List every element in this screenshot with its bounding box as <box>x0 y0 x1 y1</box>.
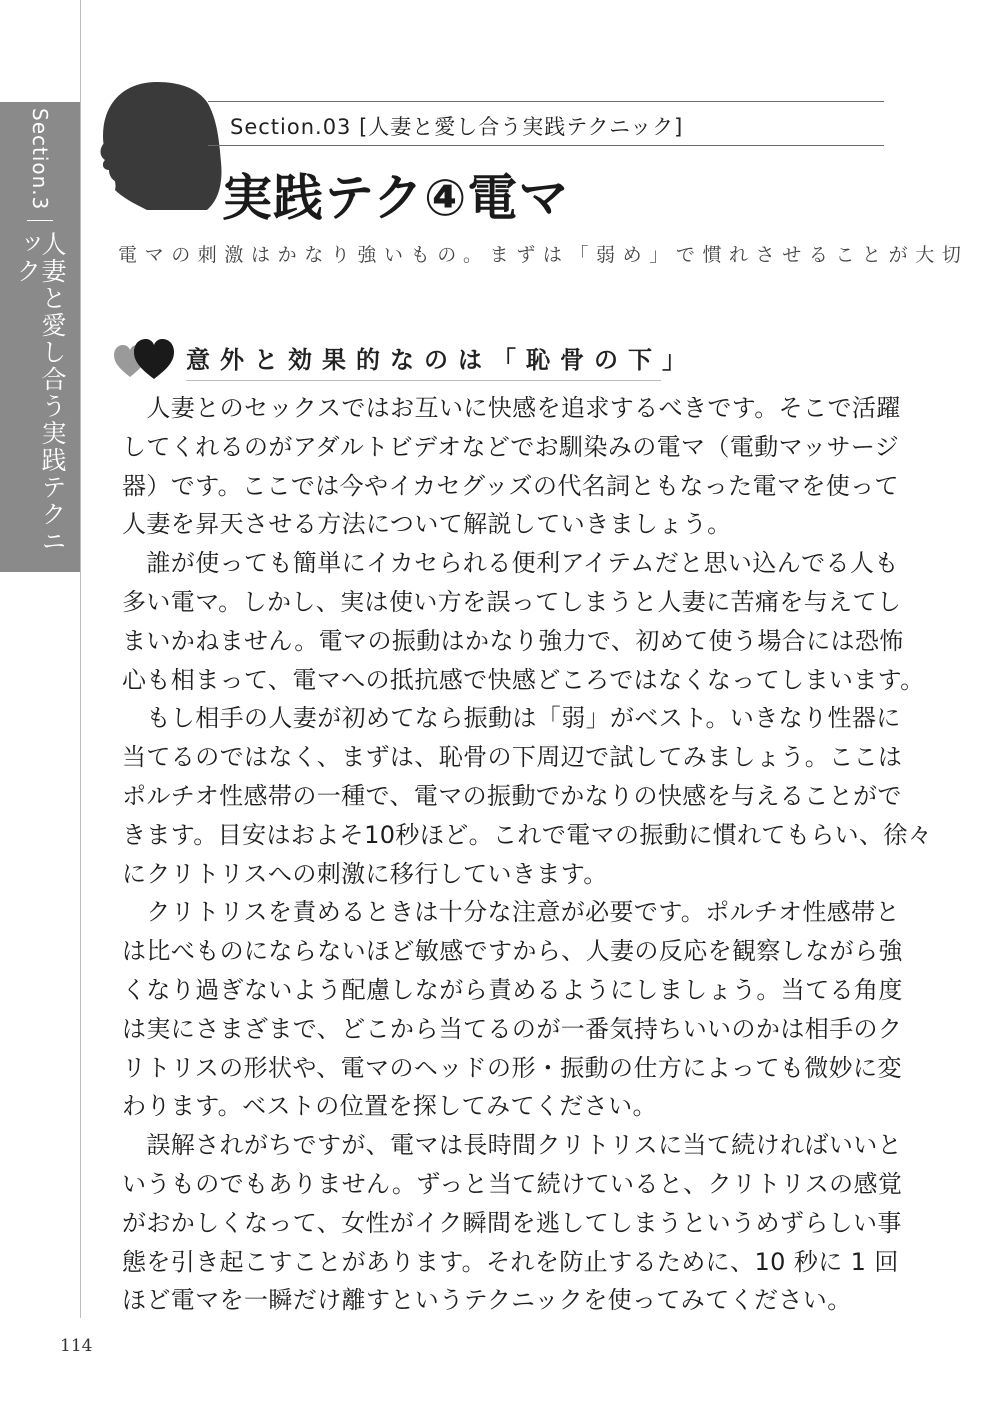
body-line: 誤解されがちですが、電マは長時間クリトリスに当て続ければいいと <box>122 1131 903 1160</box>
woman-silhouette-icon <box>95 78 225 218</box>
body-line: まいかねません。電マの振動はかなり強力で、初めて使う場合には恐怖 <box>122 626 904 655</box>
side-tab-divider <box>27 220 53 221</box>
body-line: わります。ベストの位置を探してみてください。 <box>122 1092 657 1121</box>
body-line: は実にさまざまで、どこから当てるのが一番気持ちいいのかは相手のク <box>122 1014 903 1043</box>
body-line: がおかしくなって、女性がイク瞬間を逃してしまうというめずらしい事 <box>122 1208 902 1237</box>
side-tab-title: 人妻と愛し合う実践テクニック <box>13 231 67 556</box>
body-line: 誰が使っても簡単にイカセられる便利アイテムだと思い込んでる人も <box>122 549 899 578</box>
body-text <box>122 389 933 1320</box>
body-line: リトリスの形状や、電マのヘッドの形・振動の仕方によっても微妙に変 <box>122 1053 902 1082</box>
body-line: ほど電マを一瞬だけ離すというテクニックを使ってみてください。 <box>122 1286 852 1315</box>
body-line: 態を引き起こすことがあります。それを防止するために、10 秒に 1 回 <box>122 1247 899 1276</box>
body-line: ポルチオ性感帯の一種で、電マの振動でかなりの快感を与えることがで <box>122 781 902 810</box>
body-line: くなり過ぎないよう配慮しながら責めるようにしましょう。当てる角度 <box>122 975 903 1004</box>
body-line: は比べものにならないほど敏感ですから、人妻の反応を観察しながら強 <box>122 937 903 966</box>
body-line: もし相手の人妻が初めてなら振動は「弱」がベスト。いきなり性器に <box>122 704 901 733</box>
body-line: 当てるのではなく、まずは、恥骨の下周辺で試してみましょう。ここは <box>122 743 903 772</box>
header-rule-bottom <box>208 145 884 146</box>
subsection-underline <box>186 380 661 381</box>
body-line: 人妻を昇天させる方法について解説していきましょう。 <box>122 510 732 539</box>
body-line: してくれるのがアダルトビデオなどでお馴染みの電マ（電動マッサージ <box>122 432 900 461</box>
hearts-icon <box>114 337 178 383</box>
subsection-heading: 意外と効果的なのは「恥骨の下」 <box>186 346 696 374</box>
side-tab-section: Section.3 <box>28 108 52 211</box>
header-rule-top <box>208 101 884 102</box>
section-label: Section.03 [人妻と愛し合う実践テクニック] <box>230 115 684 139</box>
body-line: にクリトリスへの刺激に移行していきます。 <box>122 859 608 888</box>
body-line: 多い電マ。しかし、実は使い方を誤ってしまうと人妻に苦痛を与えてし <box>122 587 902 616</box>
body-line: 心も相まって、電マへの抵抗感で快感どころではなくなってしまいます。 <box>122 665 925 694</box>
page-margin-rule <box>80 0 81 1318</box>
body-line: 器）です。ここでは今やイカセグッズの代名詞ともなった電マを使って <box>122 471 899 500</box>
page-number: 114 <box>60 1336 93 1356</box>
lead-text: 電マの刺激はかなり強いもの。まずは「弱め」で慣れさせることが大切 <box>118 244 969 266</box>
body-line: いうものでもありません。ずっと当て続けていると、クリトリスの感覚 <box>122 1169 903 1198</box>
body-line: クリトリスを責めるときは十分な注意が必要です。ポルチオ性感帯と <box>122 898 900 927</box>
chapter-side-tab <box>0 102 80 572</box>
body-line: 人妻とのセックスではお互いに快感を追求するべきです。そこで活躍 <box>122 394 901 422</box>
page-title: 実践テク④電マ <box>222 169 570 227</box>
body-line: きます。目安はおよそ10秒ほど。これで電マの振動に慣れてもらい、徐々 <box>122 820 933 849</box>
